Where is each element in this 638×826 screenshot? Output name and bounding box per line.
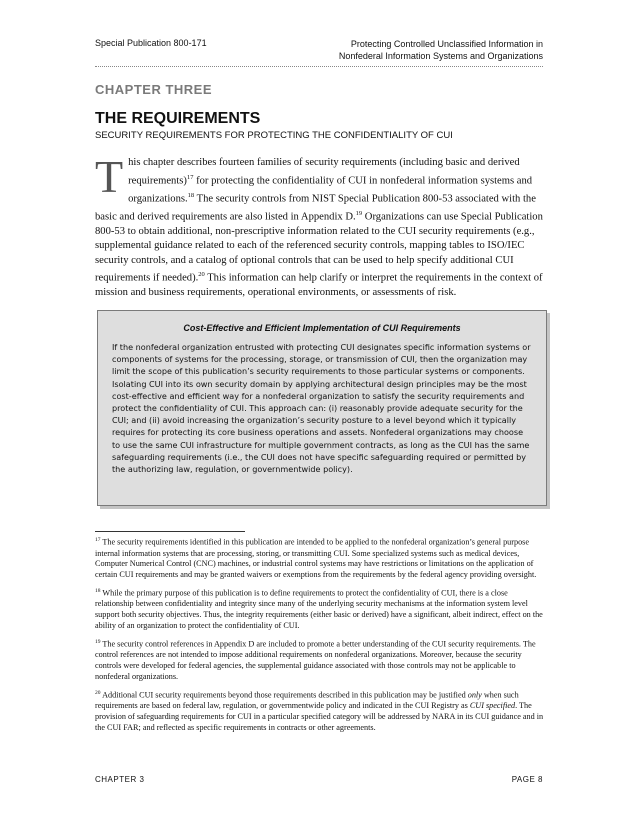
intro-text-5: This information can help clarify or interpret the requirements in the context of mission and business requirements, operational environments, or assessments of risk. xyxy=(95,272,543,299)
header-title-line2: Nonfederal Information Systems and Organizations xyxy=(338,51,543,61)
footnote-text: . The provision of safeguarding requirements for CUI in a particular specified category will be addressed by NARA in its CUI guidance and in the CUI FAR; and reflected as specific requirements in contracts or other agreements. xyxy=(95,701,544,732)
callout-title: Cost-Effective and Efficient Implementation of CUI Requirements xyxy=(183,323,461,333)
intro-text-4: Organizations can use Special Publication 800-53 to obtain additional, non-prescriptive information related to the CUI security requirements (e.g., supplemental guidance related to each of the referenced security controls, mapping tables to ISO/IEC security controls, and a catalog of optional controls that can be used to help specify additional CUI requirements if needed). xyxy=(95,211,543,284)
footnote-number: 17 xyxy=(95,537,101,543)
footnote-number: 18 xyxy=(95,587,101,594)
header-divider xyxy=(95,66,543,67)
footnote-emphasis-only: only xyxy=(467,690,482,700)
chapter-label: CHAPTER THREE xyxy=(95,82,213,97)
footnote-text: While the primary purpose of this publication is to define requirements to protect the confidentiality of CUI, there is a close relationship between confidentiality and integrity since many of the underlying security mechanisms at the information system level support both security objectives. Thus, the integrity requirements (either basic or derived) have a significant, albeit indirect, effect on the ability of an organization to protect the confidentiality of CUI. xyxy=(95,588,543,631)
intro-paragraph xyxy=(95,151,545,301)
footnote-number: 19 xyxy=(95,638,101,645)
footnote-divider xyxy=(95,531,245,532)
footnote-19 xyxy=(95,637,545,683)
footnote-ref-18[interactable]: 18 xyxy=(187,191,195,199)
footer-chapter: CHAPTER 3 xyxy=(95,775,145,784)
footnote-20 xyxy=(95,688,545,734)
footnote-emphasis-cui-specified: CUI specified xyxy=(469,701,516,711)
drop-cap: T xyxy=(95,151,124,202)
footnote-18 xyxy=(95,586,545,632)
header-title-line1: Protecting Controlled Unclassified Information in xyxy=(350,39,543,49)
footnote-17 xyxy=(95,535,545,581)
footnote-text: The security control references in Appendix D are included to promote a better understanding of the CUI security requirements. The control references are not intended to impose additional requirements on nonfederal organizations. Moreover, because the security controls were developed for federal agencies, the supplemental guidance associated with those controls may not be applicable to nonfederal organizations. xyxy=(95,639,536,681)
footnote-number: 20 xyxy=(95,689,101,696)
header-title xyxy=(339,38,543,62)
callout-body: If the nonfederal organization entrusted with protecting CUI designates specific information systems or components of systems for the processing, storage, or transmission of CUI, then the organization may limit the scope of this publication’s security requirements to those particular systems or components. Isolating CUI into its own security domain by applying architectural design principles may be the most cost-effective and efficient way for a nonfederal organization to satisfy the security requirements and protect the confidentiality of CUI. This approach can: (i) reasonably provide adequate security for the CUI; and (ii) avoid increasing the organization’s security posture to a level beyond which it typically requires for protecting its core business operations and assets. Nonfederal organizations may choose to use the same CUI infrastructure for multiple government contracts, as long as the CUI has the same safeguarding requirements (i.e., the CUI does not have specific safeguarding required or permitted by the authorizing law, regulation, or governmentwide policy). xyxy=(112,342,531,475)
header-publication: Special Publication 800-171 xyxy=(95,38,207,48)
footnote-ref-17[interactable]: 17 xyxy=(186,173,194,181)
callout-box xyxy=(97,310,547,506)
footnote-ref-20[interactable]: 20 xyxy=(198,271,205,279)
page-subtitle: SECURITY REQUIREMENTS FOR PROTECTING THE CONFIDENTIALITY OF CUI xyxy=(95,130,453,141)
footnote-ref-19[interactable]: 19 xyxy=(355,209,363,217)
page-title: THE REQUIREMENTS xyxy=(95,110,261,127)
footnote-text: when such requirements are based on federal law, regulation, or governmentwide policy and indicated in the CUI Registry as xyxy=(95,690,519,711)
intro-text-1: his chapter describes fourteen families of security requirements (including basic and derived requirements) xyxy=(128,157,520,187)
footnote-text: The security requirements identified in this publication are intended to be applied to the nonfederal organization’s general purpose internal information systems that are processing, storing, or transmitting CUI. Some specialized systems such as medical devices, Computer Numerical Control (CNC) machines, or industrial control systems may have restrictions or limitations on the application of certain CUI requirements and may be granted waivers or exemptions from the requirements by the federal agency providing oversight. xyxy=(95,537,537,580)
intro-text-2: for protecting the confidentiality of CUI in nonfederal information systems and organizations. xyxy=(128,175,533,205)
footer-page-number: PAGE 8 xyxy=(511,775,543,784)
intro-text-3: The security controls from NIST Special Publication 800-53 associated with the basic and derived requirements are also listed in Appendix D. xyxy=(95,193,536,223)
footnotes xyxy=(95,535,545,739)
footnote-text: Additional CUI security requirements beyond those requirements described in this publication may be justified xyxy=(100,690,468,700)
